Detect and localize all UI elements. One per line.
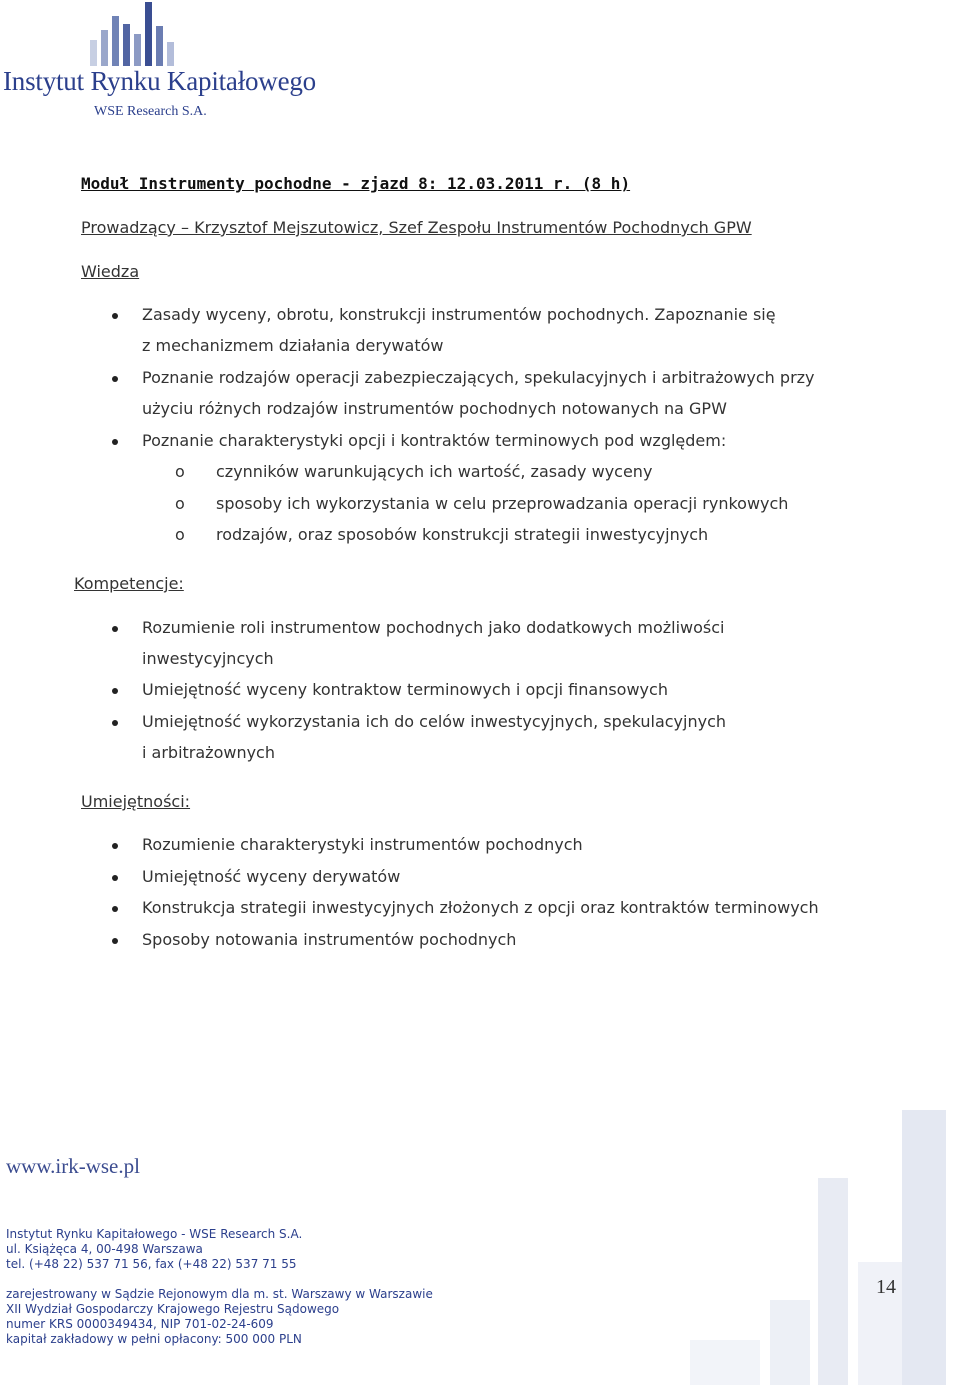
wiedza-item-1-line-2: z mechanizmem działania derywatów <box>142 336 444 355</box>
umiejetnosci-item-2: Umiejętność wyceny derywatów <box>142 867 401 886</box>
wiedza-item-3: Poznanie charakterystyki opcji i kontraktów terminowych pod względem: <box>142 431 727 450</box>
logo <box>0 0 316 125</box>
umiejetnosci-item-4: Sposoby notowania instrumentów pochodnych <box>142 930 517 949</box>
bullet-icon <box>112 875 118 881</box>
module-title: Moduł Instrumenty pochodne - zjazd 8: 12.03.2011 r. (8 h) <box>81 174 631 193</box>
footer-deco-bar <box>690 1340 760 1385</box>
footer-address: ul. Książęca 4, 00-498 Warszawa <box>6 1242 203 1256</box>
bullet-icon <box>112 720 118 726</box>
sub-bullet-icon: o <box>175 525 185 544</box>
bullet-icon <box>112 938 118 944</box>
wiedza-subitem-3: rodzajów, oraz sposobów konstrukcji strategii inwestycyjnych <box>216 525 709 544</box>
logo-title: Instytut Rynku Kapitałowego <box>3 66 316 96</box>
wiedza-subitem-2: sposoby ich wykorzystania w celu przeprowadzania operacji rynkowych <box>216 494 789 513</box>
bullet-icon <box>112 843 118 849</box>
bullet-icon <box>112 376 118 382</box>
footer-url: www.irk-wse.pl <box>6 1154 140 1178</box>
kompetencje-item-3-line-1: Umiejętność wykorzystania ich do celów inwestycyjnych, spekulacyjnych <box>142 712 726 731</box>
wiedza-subitem-1: czynników warunkujących ich wartość, zasady wyceny <box>216 462 653 481</box>
footer-registration: zarejestrowany w Sądzie Rejonowym dla m. st. Warszawy w Warszawie <box>6 1287 433 1301</box>
wiedza-item-2-line-2: użyciu różnych rodzajów instrumentów pochodnych notowanych na GPW <box>142 399 727 418</box>
kompetencje-item-3-line-2: i arbitrażownych <box>142 743 275 762</box>
bullet-icon <box>112 688 118 694</box>
wiedza-heading: Wiedza <box>81 262 140 281</box>
umiejetnosci-item-3: Konstrukcja strategii inwestycyjnych złożonych z opcji oraz kontraktów terminowych <box>142 898 819 917</box>
umiejetnosci-item-1: Rozumienie charakterystyki instrumentów pochodnych <box>142 835 583 854</box>
bullet-icon <box>112 626 118 632</box>
footer-capital: kapitał zakładowy w pełni opłacony: 500 000 PLN <box>6 1332 302 1346</box>
kompetencje-item-1-line-2: inwestycyjncych <box>142 649 274 668</box>
wiedza-item-1-line-1: Zasady wyceny, obrotu, konstrukcji instrumentów pochodnych. Zapoznanie się <box>142 305 776 324</box>
bullet-icon <box>112 313 118 319</box>
footer-company: Instytut Rynku Kapitałowego - WSE Research S.A. <box>6 1227 303 1241</box>
logo-bars-graphic <box>88 2 188 66</box>
footer-deco-bar <box>902 1110 946 1385</box>
footer-deco-bar <box>770 1300 810 1385</box>
bullet-icon <box>112 906 118 912</box>
wiedza-item-2-line-1: Poznanie rodzajów operacji zabezpieczających, spekulacyjnych i arbitrażowych przy <box>142 368 815 387</box>
kompetencje-item-2: Umiejętność wyceny kontraktow terminowych i opcji finansowych <box>142 680 668 699</box>
kompetencje-item-1-line-1: Rozumienie roli instrumentow pochodnych jako dodatkowych możliwości <box>142 618 725 637</box>
sub-bullet-icon: o <box>175 494 185 513</box>
footer-phone: tel. (+48 22) 537 71 56, fax (+48 22) 537 71 55 <box>6 1257 297 1271</box>
umiejetnosci-heading: Umiejętności: <box>81 792 191 811</box>
bullet-icon <box>112 439 118 445</box>
footer-court: XII Wydział Gospodarczy Krajowego Rejestru Sądowego <box>6 1302 340 1316</box>
kompetencje-heading: Kompetencje: <box>74 574 184 593</box>
page-number: 14 <box>876 1276 896 1298</box>
sub-bullet-icon: o <box>175 462 185 481</box>
instructor-line: Prowadzący – Krzysztof Mejszutowicz, Szef Zespołu Instrumentów Pochodnych GPW <box>81 218 752 237</box>
footer-deco-bar <box>818 1178 848 1385</box>
logo-subtitle: WSE Research S.A. <box>94 104 207 119</box>
footer-krs-nip: numer KRS 0000349434, NIP 701-02-24-609 <box>6 1317 274 1331</box>
